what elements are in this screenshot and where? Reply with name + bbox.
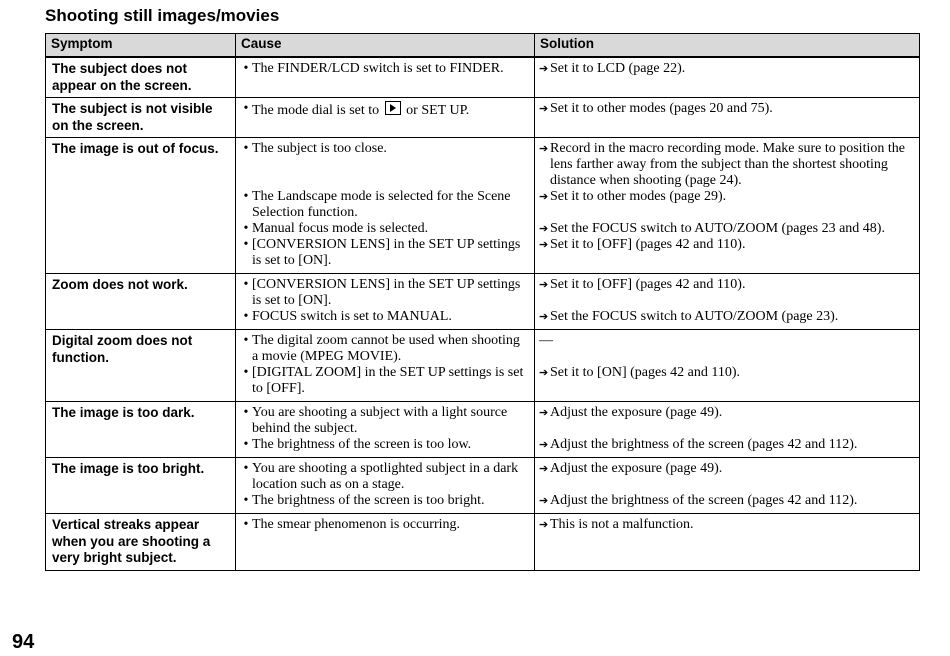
table-row	[46, 98, 920, 138]
solution-item: ➔ Set it to [ON] (pages 42 and 110).	[539, 365, 740, 380]
solution-cell	[535, 138, 920, 274]
table-row	[46, 274, 920, 330]
symptom-cell: The subject is not visible on the screen.	[46, 98, 236, 138]
symptom-cell: Zoom does not work.	[46, 274, 236, 330]
cause-item: • The digital zoom cannot be used when shooting a movie (MPEG MOVIE).	[243, 333, 520, 364]
cause-cell	[236, 458, 535, 514]
symptom-cell: The image is too dark.	[46, 402, 236, 458]
solution-cell	[535, 458, 920, 514]
arrow-right-icon: ➔	[539, 223, 549, 235]
page-number: 94	[12, 631, 35, 653]
symptom-cell: The image is out of focus.	[46, 138, 236, 274]
arrow-right-icon: ➔	[539, 311, 549, 323]
table-row	[46, 57, 920, 98]
solution-item: ➔ Adjust the exposure (page 49).	[539, 405, 723, 420]
table-row	[46, 330, 920, 402]
solution-item: ➔ Record in the macro recording mode. Make sure to position the lens farther away from the subject than the shortest shooting distance when shooting (page 24).	[539, 141, 905, 188]
cause-item: • The FINDER/LCD switch is set to FINDER.	[243, 61, 504, 76]
symptom-cell: The image is too bright.	[46, 458, 236, 514]
arrow-right-icon: ➔	[539, 279, 549, 291]
solution-item: ➔ Set the FOCUS switch to AUTO/ZOOM (pages 23 and 48).	[539, 221, 885, 236]
cause-item: • [CONVERSION LENS] in the SET UP settings is set to [ON].	[243, 277, 521, 308]
arrow-right-icon: ➔	[539, 495, 549, 507]
troubleshooting-table	[45, 33, 920, 571]
solution-cell	[535, 57, 920, 98]
solution-item: ➔ Set it to [OFF] (pages 42 and 110).	[539, 277, 746, 292]
play-icon	[385, 101, 401, 115]
symptom-cell: Vertical streaks appear when you are shooting a very bright subject.	[46, 514, 236, 571]
solution-cell	[535, 274, 920, 330]
solution-item: ➔ Set it to other modes (pages 20 and 75).	[539, 101, 773, 116]
solution-item: ➔ Adjust the exposure (page 49).	[539, 461, 723, 476]
solution-item: ➔ Set it to LCD (page 22).	[539, 61, 686, 76]
cause-cell	[236, 330, 535, 402]
symptom-cell: Digital zoom does not function.	[46, 330, 236, 402]
arrow-right-icon: ➔	[539, 103, 549, 115]
cause-item: • The brightness of the screen is too low.	[243, 437, 472, 452]
arrow-right-icon: ➔	[539, 143, 549, 155]
arrow-right-icon: ➔	[539, 367, 549, 379]
table-row	[46, 402, 920, 458]
table-header-row	[46, 34, 920, 58]
solution-item: ➔ Set the FOCUS switch to AUTO/ZOOM (page 23).	[539, 309, 839, 324]
header-cause: Cause	[236, 34, 535, 58]
table-row	[46, 458, 920, 514]
cause-cell	[236, 138, 535, 274]
cause-item: • [DIGITAL ZOOM] in the SET UP settings is set to [OFF].	[243, 365, 524, 396]
solution-cell	[535, 330, 920, 402]
arrow-right-icon: ➔	[539, 239, 549, 251]
arrow-right-icon: ➔	[539, 519, 549, 531]
solution-item: ➔ Adjust the brightness of the screen (pages 42 and 112).	[539, 437, 858, 452]
cause-item: • Manual focus mode is selected.	[243, 221, 429, 236]
page-title: Shooting still images/movies	[45, 6, 280, 25]
header-symptom: Symptom	[46, 34, 236, 58]
arrow-right-icon: ➔	[539, 407, 549, 419]
cause-item: • The brightness of the screen is too bright.	[243, 493, 485, 508]
cause-item: • You are shooting a subject with a light source behind the subject.	[243, 405, 508, 436]
cause-cell	[236, 402, 535, 458]
symptom-cell: The subject does not appear on the screen.	[46, 57, 236, 98]
arrow-right-icon: ➔	[539, 191, 549, 203]
table-row	[46, 138, 920, 274]
cause-item: • The subject is too close.	[243, 141, 387, 156]
cause-cell	[236, 514, 535, 571]
solution-cell	[535, 402, 920, 458]
arrow-right-icon: ➔	[539, 463, 549, 475]
solution-item: ➔ This is not a malfunction.	[539, 517, 694, 532]
cause-item: • [CONVERSION LENS] in the SET UP settings is set to [ON].	[243, 237, 521, 268]
arrow-right-icon: ➔	[539, 439, 549, 451]
no-solution-dash: —	[539, 333, 553, 348]
solution-item: ➔ Adjust the brightness of the screen (pages 42 and 112).	[539, 493, 858, 508]
cause-cell	[236, 98, 535, 138]
cause-cell	[236, 274, 535, 330]
solution-cell	[535, 98, 920, 138]
cause-item: • The Landscape mode is selected for the Scene Selection function.	[243, 189, 511, 220]
solution-item: ➔ Set it to other modes (page 29).	[539, 189, 727, 204]
cause-item: • The mode dial is set to or SET UP.	[243, 101, 470, 118]
arrow-right-icon: ➔	[539, 63, 549, 75]
cause-cell	[236, 57, 535, 98]
cause-item: • You are shooting a spotlighted subject in a dark location such as on a stage.	[243, 461, 519, 492]
cause-item: • The smear phenomenon is occurring.	[243, 517, 460, 532]
solution-cell	[535, 514, 920, 571]
table-row	[46, 514, 920, 571]
solution-item: ➔ Set it to [OFF] (pages 42 and 110).	[539, 237, 746, 252]
cause-item: • FOCUS switch is set to MANUAL.	[243, 309, 452, 324]
header-solution: Solution	[535, 34, 920, 58]
